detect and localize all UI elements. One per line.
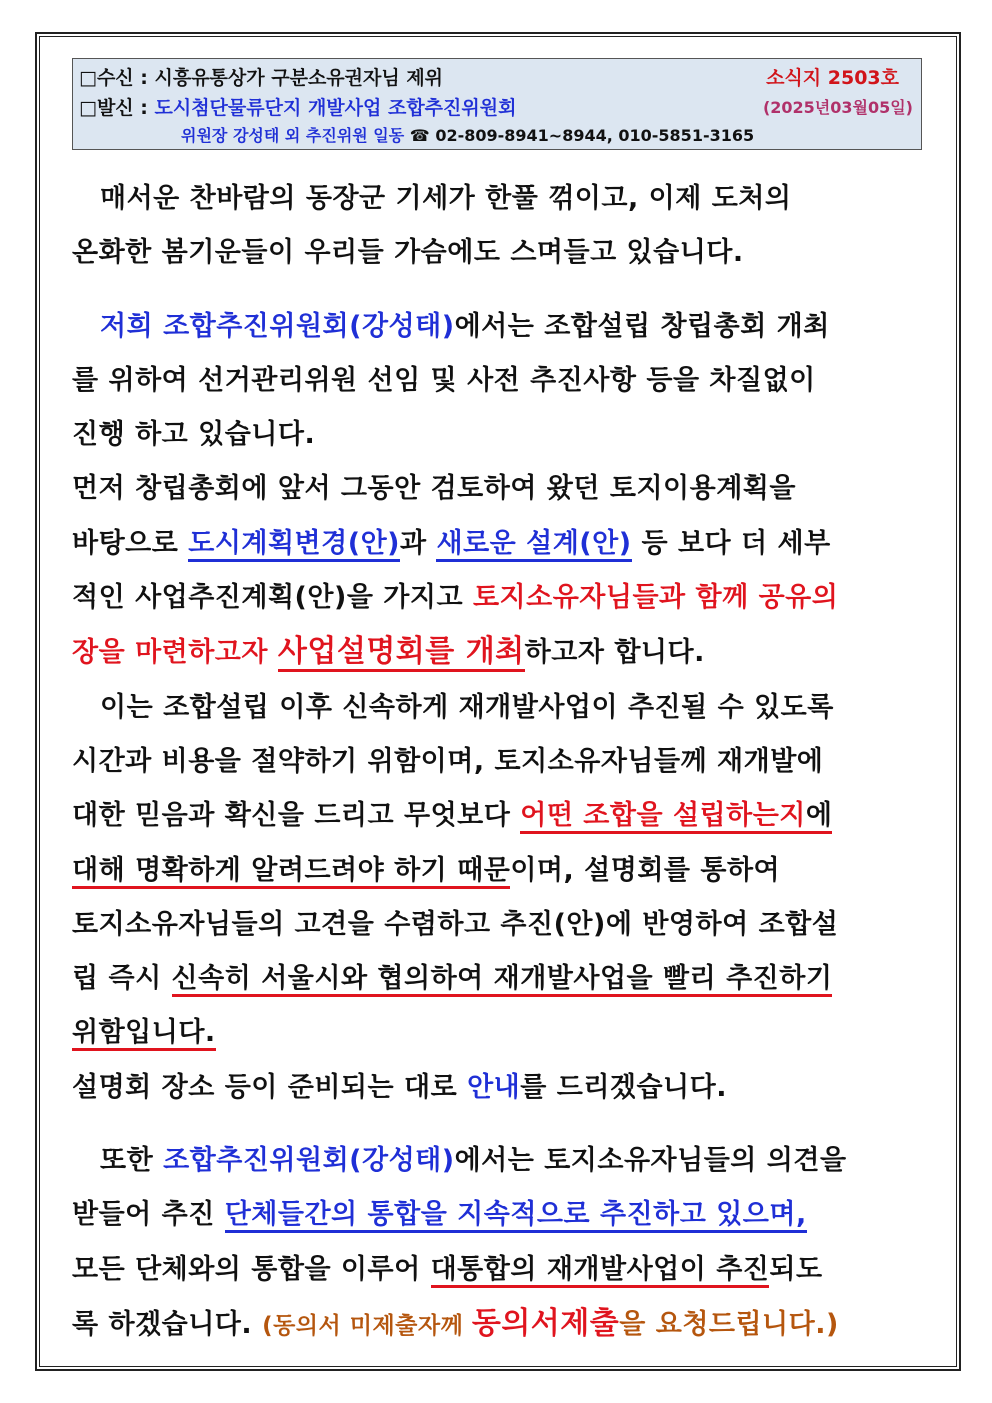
header-box [72, 58, 922, 150]
paragraph-greeting: 매서운 찬바람의 동장군 기세가 한풀 꺾이고, 이제 도처의 온화한 봄기운들이 우리들 가슴에도 스며들고 있습니다. [72, 183, 792, 269]
sender-label: □발신 : [79, 97, 155, 119]
contact-line [181, 123, 754, 146]
committee-name: 저희 조합추진위원회(강성태) [100, 310, 455, 342]
phone-icon: ☎ [409, 126, 430, 145]
paragraph-briefing: 먼저 창립총회에 앞서 그동안 검토하여 왔던 토지이용계획을 바탕으로 도시계획변경(안)과 새로운 설계(안) 등 보다 더 세부 적인 사업추진계획(안)을 가지고 토지소유자님들과 함께 공유의 장을 마련하고자 사업설명회를 개최하고자 합니다. [72, 462, 922, 680]
consent-submission-highlight: 동의서제출 [471, 1305, 620, 1341]
committee-members: 위원장 강성태 외 추진위원 일동 [181, 126, 405, 145]
newsletter-number: 소식지 2503호 [766, 67, 899, 89]
sender-line [79, 93, 516, 120]
paragraph-purpose: 이는 조합설립 이후 신속하게 재개발사업이 추진될 수 있도록 시간과 비용을 절약하기 위함이며, 토지소유자님들께 재개발에 대한 믿음과 확신을 드리고 무엇보다 어떤 조합을 설립하는지에 대해 명확하게 알려드려야 하기 때문이며, 설명회를 통하여 토지소유자님들의 고견을 수렴하고 추진(안)에 반영하여 조합설 립 즉시 신속히 서울시와 협의하여 재개발사업을 빨리 추진하기 위함입니다. [72, 681, 922, 1061]
briefing-session-highlight: 사업설명회를 개최 [278, 634, 525, 672]
issue-date: (2025년03월05일) [762, 98, 913, 117]
recipient: 시흥유통상가 구분소유권자님 제위 [154, 67, 444, 89]
new-design: 새로운 설계(안) [436, 528, 631, 562]
recipient-label: □수신 : [79, 67, 155, 89]
letter-body [72, 172, 922, 1353]
paragraph-integration: 또한 조합추진위원회(강성태)에서는 토지소유자님들의 의견을 받들어 추진 단체들간의 통합을 지속적으로 추진하고 있으며, 모든 단체와의 통합을 이루어 대통합의 재개발사업이 추진되도 록 하겠습니다. (동의서 미제출자께 동의서제출을 요청드립니다.) [72, 1145, 847, 1341]
urban-plan-change: 도시계획변경(안) [188, 528, 400, 562]
paragraph-progress: 저희 조합추진위원회(강성태)에서는 조합설립 창립총회 개최 를 위하여 선거관리위원 선임 및 사전 추진사항 등을 차질없이 진행 하고 있습니다. [72, 310, 830, 451]
paragraph-notice: 설명회 장소 등이 준비되는 대로 안내를 드리겠습니다. [72, 1071, 727, 1103]
sender: 도시첨단물류단지 개발사업 조합추진위원회 [154, 97, 517, 119]
phone-numbers: 02-809-8941~8944, 010-5851-3165 [435, 126, 755, 145]
recipient-line [79, 63, 443, 90]
